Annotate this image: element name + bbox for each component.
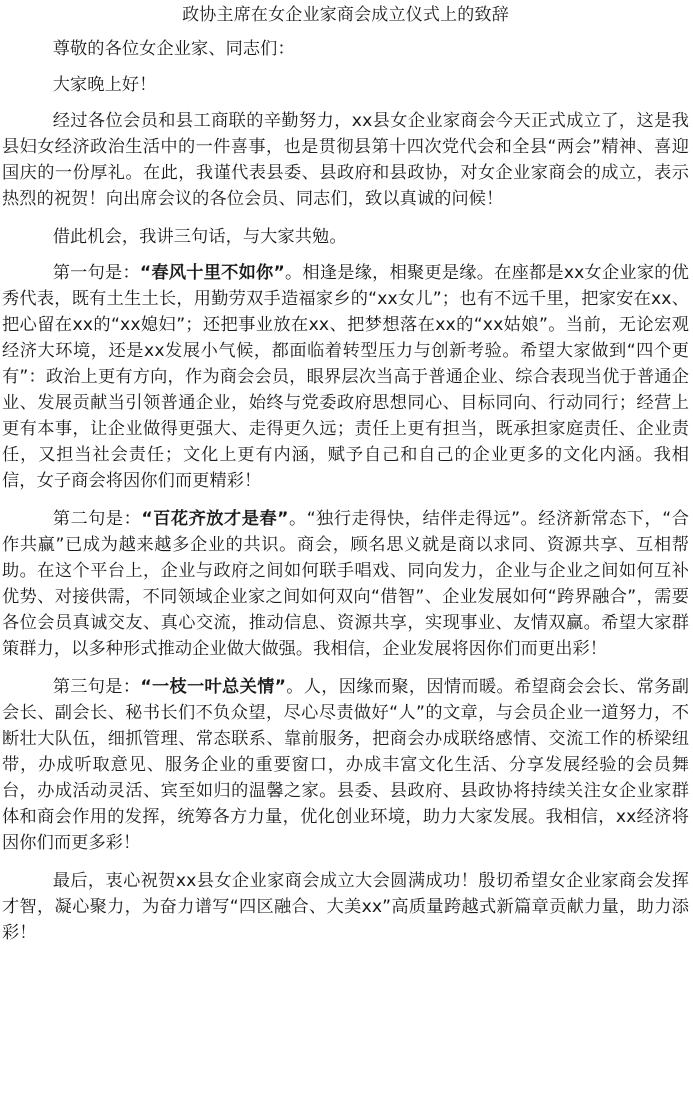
point-three-body: 。人，因缘而聚，因情而暖。希望商会会长、常务副会长、副会长、秘书长们不负众望，尽心尽责做好“人”的文章，与会员企业一道努力，不断壮大队伍，细抓管理、常态联系、靠前服务，把商会办成联络感情、交流工作的桥梁纽带，办成听取意见、服务企业的重要窗口，办成丰富文化生活、分享发展经验的会员舞台，办成活动灵活、宾至如归的温馨之家。县委、县政府、县政协将持续关注女企业家群体和商会作用的发挥，统筹各方力量，优化创业环境，助力大家发展。我相信，xx经济将因你们而更多彩！ <box>2 677 689 853</box>
point-two-prefix: 第二句是： <box>52 509 142 529</box>
point-three-lead: “一枝一叶总关情” <box>140 677 287 697</box>
paragraph-closing: 最后，衷心祝贺xx县女企业家商会成立大会圆满成功！殷切希望女企业家商会发挥才智，凝心聚力，为奋力谱写“四区融合、大美xx”高质量跨越式新篇章贡献力量，助力添彩！ <box>2 871 689 943</box>
paragraph-point-one <box>2 260 689 494</box>
paragraph-intro-three-points: 借此机会，我讲三句话，与大家共勉。 <box>52 227 347 247</box>
point-one-body: 。相逢是缘，相聚更是缘。在座都是xx女企业家的优秀代表，既有土生土长，用勤劳双手造福家乡的“xx女儿”；也有不远千里，把家安在xx、把心留在xx的“xx媳妇”；还把事业放在xx、把梦想落在xx的“xx姑娘”。当前，无论宏观经济大环境，还是xx发展小气候，都面临着转型压力与创新考验。希望大家做到“四个更有”：政治上更有方向，作为商会会员，眼界层次当高于普通企业、综合表现当优于普通企业、发展贡献当引领普通企业，始终与党委政府思想同心、目标同向、行动同行；经营上更有本事，让企业做得更强大、走得更久远；责任上更有担当，既承担家庭责任、企业责任，又担当社会责任；文化上更有内涵，赋予自己和自己的企业更多的文化内涵。我相信，女子商会将因你们而更精彩！ <box>2 263 689 491</box>
greeting: 大家晚上好！ <box>52 75 157 95</box>
point-one-lead: “春风十里不如你” <box>139 263 285 283</box>
document-title: 政协主席在女企业家商会成立仪式上的致辞 <box>182 5 509 25</box>
paragraph-point-two <box>2 506 689 662</box>
point-two-lead: “百花齐放才是春” <box>141 509 289 529</box>
point-one-prefix: 第一句是： <box>52 263 140 283</box>
paragraph-point-three <box>2 674 689 856</box>
point-three-prefix: 第三句是： <box>52 677 141 697</box>
paragraph-opening: 经过各位会员和县工商联的辛勤努力，xx县女企业家商会今天正式成立了，这是我县妇女经济政治生活中的一件喜事，也是贯彻县第十四次党代会和全县“两会”精神、喜迎国庆的一份厚礼。在此，我谨代表县委、县政府和县政协，对女企业家商会的成立，表示热烈的祝贺！向出席会议的各位会员、同志们，致以真诚的问候！ <box>2 111 689 209</box>
point-two-body: 。“独行走得快，结伴走得远”。经济新常态下，“合作共赢”已成为越来越多企业的共识。商会，顾名思义就是商以求同、资源共享、互相帮助。在这个平台上，企业与政府之间如何联手唱戏、同向发力，企业与企业之间如何互补优势、对接供需，不同领域企业家之间如何双向“借智”、企业发展如何“跨界融合”，需要各位会员真诚交友、真心交流，推动信息、资源共享，实现事业、友情双赢。希望大家群策群力，以多种形式推动企业做大做强。我相信，企业发展将因你们而更出彩！ <box>2 509 689 659</box>
salutation: 尊敬的各位女企业家、同志们： <box>52 39 295 59</box>
document-page <box>0 2 693 946</box>
